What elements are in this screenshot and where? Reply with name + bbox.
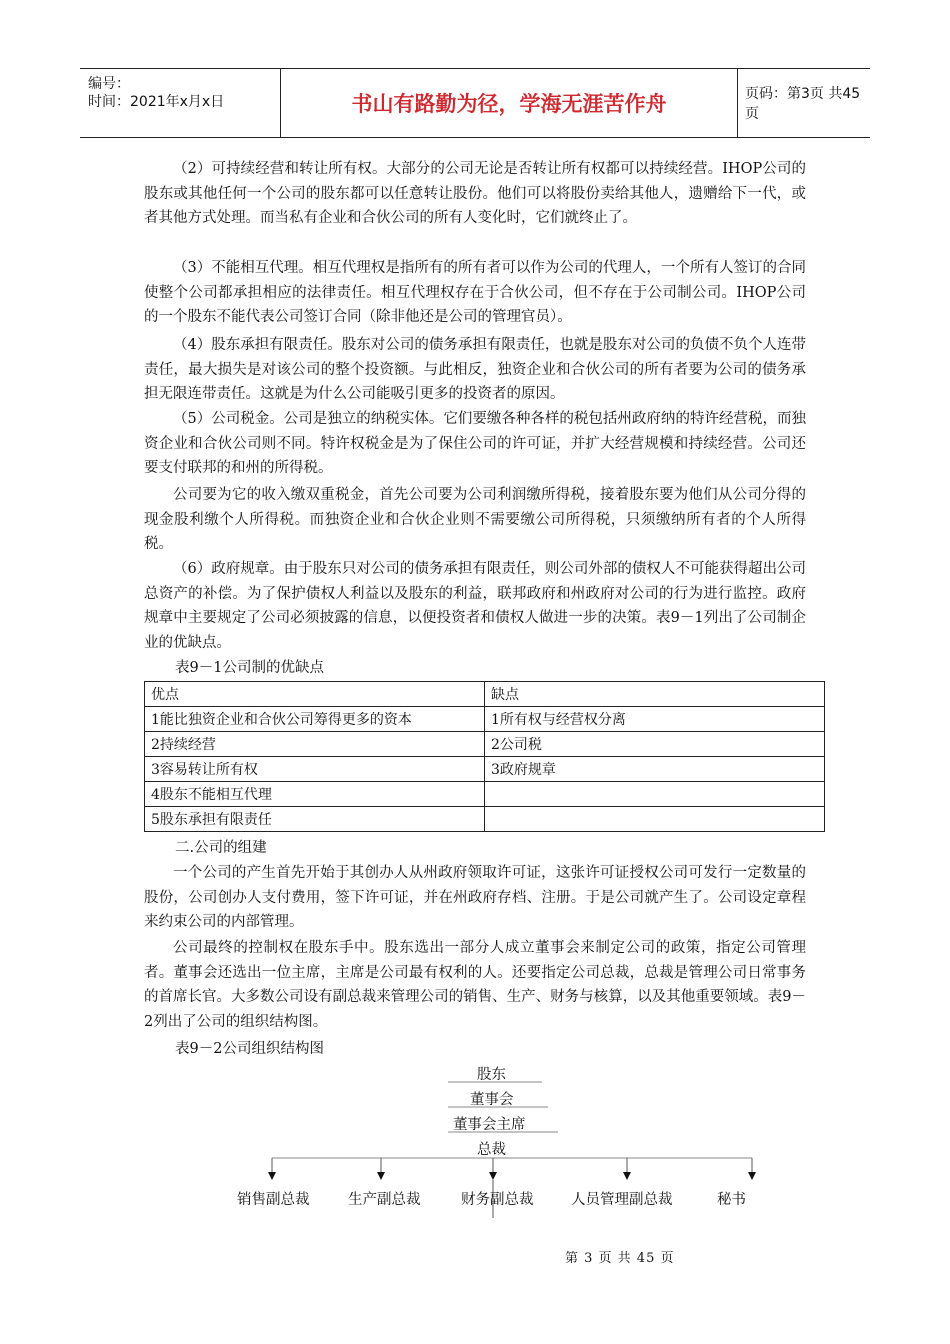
org-node-president: 总裁 (477, 1142, 506, 1158)
down-arrow-icon (268, 1172, 276, 1180)
down-arrow-icon (489, 1172, 497, 1180)
paragraph-formation: 一个公司的产生首先开始于其创办人从州政府领取许可证，这张许可证授权公司可发行一定数量的股份，公司创办人支付费用，签下许可证，并在州政府存档、注册。于是公司就产生了。公司设定章程来约束公司的内部管理。 (144, 865, 806, 931)
down-arrow-icon (377, 1172, 385, 1180)
down-arrow-icon (623, 1172, 631, 1180)
table-cell: 3政府规章 (485, 757, 825, 782)
paragraph-control: 公司最终的控制权在股东手中。股东选出一部分人成立董事会来制定公司的政策，指定公司管理者。董事会还选出一位主席，主席是公司最有权利的人。还要指定公司总裁，总裁是管理公司日常事务的首席长官。大多数公司设有副总裁来管理公司的销售、生产、财务与核算，以及其他重要领域。表9－2列出了公司的组织结构图。 (144, 940, 806, 1030)
page-info: 页码：第3页 共45页 (745, 86, 861, 122)
table-cell: 4股东不能相互代理 (145, 782, 485, 807)
table-cell: 5股东承担有限责任 (145, 807, 485, 832)
table-header-pros: 优点 (145, 682, 485, 707)
table-cell: 3容易转让所有权 (145, 757, 485, 782)
paragraph-limited-liability: （4）股东承担有限责任。股东对公司的债务承担有限责任，也就是股东对公司的负债不负个人连带责任，最大损失是对该公司的整个投资额。与此相反，独资企业和合伙公司的所有者要为公司的债务承担无限连带责任。这就是为什么公司能吸引更多的投资者的原因。 (144, 337, 806, 403)
table-cell: 1所有权与经营权分离 (485, 707, 825, 732)
paragraph-taxes: （5）公司税金。公司是独立的纳税实体。它们要缴各种各样的税包括州政府纳的特许经营税，而独资企业和合伙公司则不同。特许权税金是为了保住公司的许可证，并扩大经营规模和持续经营。公司还要支付联邦的和州的所得税。 (144, 411, 806, 477)
table-cell: 2公司税 (485, 732, 825, 757)
org-node-vp-production: 生产副总裁 (348, 1192, 421, 1208)
table-header-cons: 缺点 (485, 682, 825, 707)
org-node-vp-sales: 销售副总裁 (237, 1192, 310, 1208)
paragraph-regulation: （6）政府规章。由于股东只对公司的债务承担有限责任，则公司外部的债权人不可能获得超出公司总资产的补偿。为了保护债权人利益以及股东的利益，联邦政府和州政府对公司的行为进行监控。政府规章中主要规定了公司必须披露的信息，以便投资者和债权人做进一步的决策。表9－1列出了公司制企业的优缺点。 (144, 561, 806, 651)
org-node-board: 董事会 (470, 1092, 514, 1108)
org-node-secretary: 秘书 (717, 1192, 746, 1208)
number-label: 编号： (88, 76, 130, 92)
section-heading: 二.公司的组建 (175, 840, 267, 856)
org-node-vp-finance: 财务副总裁 (461, 1192, 534, 1208)
paragraph-double-tax: 公司要为它的收入缴双重税金，首先公司要为公司利润缴所得税，接着股东要为他们从公司分得的现金股利缴个人所得税。而独资企业和合伙企业则不需要缴公司所得税，只须缴纳所有者的个人所得税。 (144, 487, 806, 553)
table-cell: 1能比独资企业和合伙公司筹得更多的资本 (145, 707, 485, 732)
org-node-chairman: 董事会主席 (453, 1117, 526, 1133)
header-motto: 书山有路勤为径，学海无涯苦作舟 (280, 69, 738, 137)
down-arrow-icon (748, 1172, 756, 1180)
paragraph-mutual-agency: （3）不能相互代理。相互代理权是指所有的所有者可以作为公司的代理人，一个所有人签订的合同使整个公司都承担相应的法律责任。相互代理权存在于合伙公司，但不存在于公司制公司。IHOP公司的一个股东不能代表公司签订合同（除非他还是公司的管理官员）。 (144, 260, 806, 326)
time-label: 时间：2021年x月x日 (88, 94, 225, 110)
table-cell: 2持续经营 (145, 732, 485, 757)
org-node-shareholders: 股东 (477, 1067, 506, 1083)
table-caption: 表9－1公司制的优缺点 (175, 660, 324, 676)
org-chart-caption: 表9－2公司组织结构图 (175, 1041, 324, 1057)
paragraph-continuity: （2）可持续经营和转让所有权。大部分的公司无论是否转让所有权都可以持续经营。IHOP公司的股东或其他任何一个公司的股东都可以任意转让股份。他们可以将股份卖给其他人，遗赠给下一代，或者其他方式处理。而当私有企业和合伙公司的所有人变化时，它们就终止了。 (144, 161, 806, 227)
page-footer: 第 3 页 共 45 页 (565, 1251, 675, 1266)
org-node-vp-personnel: 人员管理副总裁 (571, 1192, 673, 1208)
